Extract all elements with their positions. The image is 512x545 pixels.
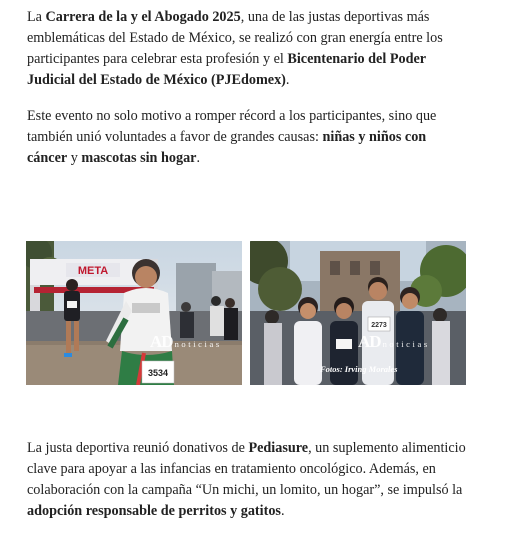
text-segment: . [280, 503, 285, 519]
photo-credit: Fotos: Irving Morales [320, 364, 398, 374]
donations-paragraph [27, 438, 467, 522]
text-segment: . [196, 150, 201, 166]
text-segment: La [27, 9, 46, 25]
race-finish-photo [26, 241, 242, 385]
runner-bib-number: 3534 [147, 368, 169, 378]
text-segment: . [285, 72, 290, 88]
causes-paragraph [27, 106, 467, 169]
text-segment: La justa deportiva reunió donativos de [27, 440, 249, 456]
text-segment: , un suplemento alimenticio clave para apoyar a las infancias en tratamiento oncológico. Además, en colaboración con la campaña “Un michi, un lomito, un hogar”, se impulsó la [27, 440, 466, 498]
text-segment: , una de las justas deportivas más emblemáticas del Estado de México, se realizó con gran energía entre los participantes para celebrar esta profesión y el [27, 9, 443, 67]
event-name-bold: Carrera de la y el Abogado 2025 [45, 9, 241, 25]
bicentenario-bold: Bicentenario del Poder Judicial del Estado de México (PJEdomex) [27, 51, 426, 88]
watermark-logo-text: AD [358, 332, 381, 351]
watermark-subtext: noticias [174, 339, 222, 349]
finish-banner-text: META [77, 265, 109, 277]
text-segment: Este evento no solo motivo a romper récord a los participantes, sino que también unió voluntades a favor de grandes causas: [27, 108, 437, 145]
watermark-subtext: noticias [382, 339, 430, 349]
race-finish-illustration [26, 241, 242, 385]
watermark-logo-text: AD [150, 332, 173, 351]
cause-pets-bold: mascotas sin hogar [81, 150, 197, 166]
adoption-bold: adopción responsable de perritos y gatitos [27, 503, 281, 519]
text-segment: y [67, 150, 82, 166]
cause-children-bold: niñas y niños con cáncer [27, 129, 427, 166]
intro-paragraph [27, 7, 467, 91]
sponsor-bold: Pediasure [248, 440, 309, 456]
participant-bib-number: 2273 [371, 322, 387, 329]
participants-group-photo [250, 241, 466, 385]
